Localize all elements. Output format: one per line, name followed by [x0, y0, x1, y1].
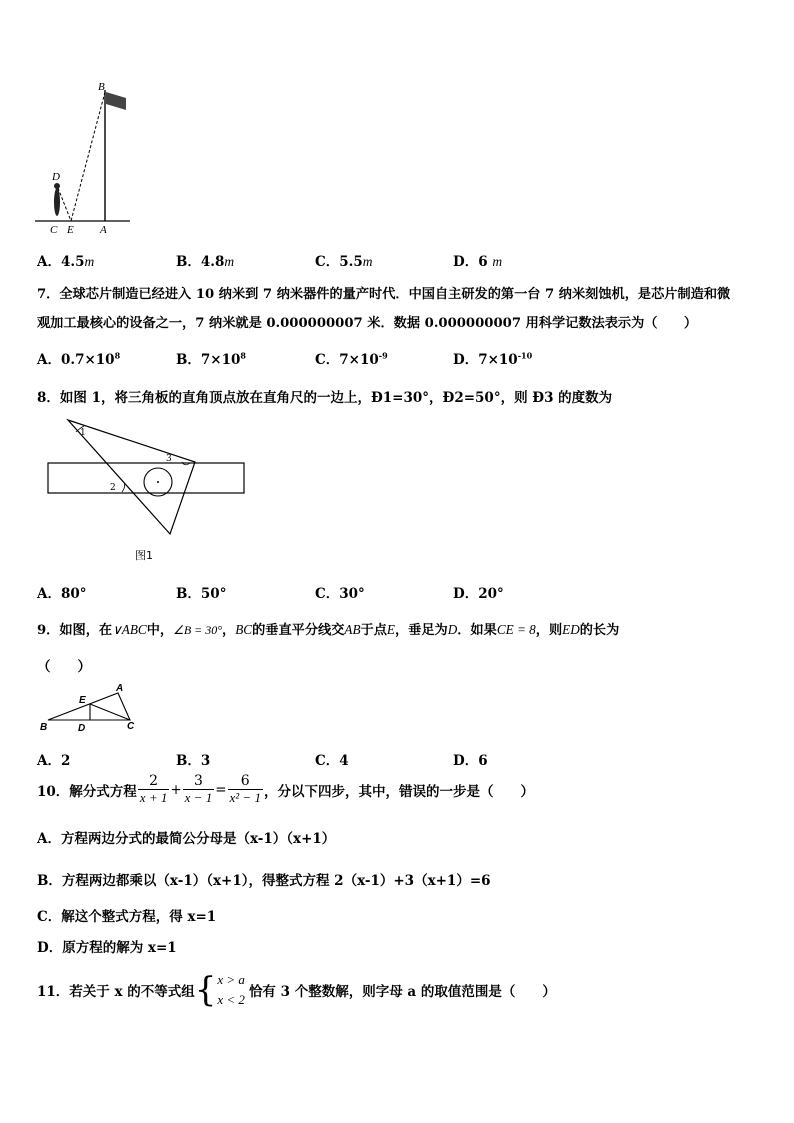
q11-text: 11．若关于 x 的不等式组 { x > a x < 2 恰有 3 个整数解，则字母 a 的取值范围是（ ）	[37, 970, 556, 1010]
q9-option-c[interactable]: C．4	[315, 753, 349, 769]
q7-option-d[interactable]: D．$7\times 10^{-10}$	[453, 350, 533, 368]
label-B: B	[40, 722, 48, 733]
label-E: E	[67, 224, 74, 236]
q6-figure	[30, 78, 140, 240]
set-square	[68, 420, 195, 534]
q9-option-a[interactable]: A．2	[37, 753, 71, 769]
q9-figure	[38, 682, 143, 734]
fraction-3-over-x-minus-1: $\frac{3}{x - 1}$	[184, 773, 213, 805]
q6-option-a[interactable]: A．4.5m	[37, 254, 95, 270]
label-C: C	[50, 224, 58, 236]
angle-label-1: 1	[80, 428, 86, 438]
label-A: A	[116, 683, 124, 694]
inequality-system: x > a x < 2	[217, 972, 245, 1007]
q10-option-a[interactable]: A．方程两边分式的最简公分母是（x-1）（x+1）	[37, 831, 336, 847]
q9-text: 9．如图，在∨ABC中，∠B = 30°，BC的垂直平分线交AB于点E，垂足为D．如果CE = 8，则ED的长为	[37, 622, 620, 638]
person-head	[54, 183, 60, 189]
angle-2-arc	[122, 482, 125, 492]
q8-option-d[interactable]: D．20°	[453, 586, 504, 602]
q6-option-c[interactable]: C．5.5m	[315, 254, 373, 270]
q7-option-a[interactable]: A．$0.7\times 10^8$	[37, 350, 121, 368]
person	[54, 188, 60, 216]
q8-option-b[interactable]: B．50°	[176, 586, 227, 602]
q9-option-b[interactable]: B．3	[176, 753, 211, 769]
q10-text: 10．解分式方程 $\frac{2}{x + 1}$ + $\frac{3}{x - 1}$ = $\frac{6}{\text{x² − 1}}$ ，分以下四步，其中，错误的一步是（ ）	[37, 773, 534, 805]
label-C: C	[127, 721, 135, 732]
q8-figure	[40, 412, 255, 567]
label-A: A	[100, 224, 107, 236]
q9-option-d[interactable]: D．6	[453, 753, 488, 769]
q10-option-d[interactable]: D．原方程的解为 x=1	[37, 940, 177, 956]
q7-option-c[interactable]: C．$7\times 10^{-9}$	[315, 350, 388, 368]
label-B: B	[98, 81, 105, 93]
label-D: D	[52, 171, 60, 183]
q8-option-a[interactable]: A．80°	[37, 586, 87, 602]
figure-caption: 图1	[135, 549, 153, 562]
flag	[106, 92, 126, 110]
q8-text: 8．如图 1，将三角板的直角顶点放在直角尺的一边上，Ð1=30°，Ð2=50°，则 Ð3 的度数为	[37, 390, 613, 406]
angle-label-2: 2	[110, 483, 116, 493]
q6-option-d[interactable]: D．6 m	[453, 254, 503, 270]
q10-option-b[interactable]: B．方程两边都乘以（x-1）（x+1），得整式方程 2（x-1）+3（x+1）=6	[37, 873, 491, 889]
angle-label-3: 3	[166, 454, 172, 464]
q10-option-c[interactable]: C．解这个整式方程，得 x=1	[37, 909, 217, 925]
q7-option-b[interactable]: B．$7\times 10^8$	[176, 350, 246, 368]
sight-line	[71, 92, 105, 221]
label-D: D	[78, 723, 86, 734]
triangle-abc	[48, 693, 130, 720]
q6-option-b[interactable]: B．4.8m	[176, 254, 235, 270]
hole-center-dot	[157, 481, 159, 483]
fraction-6-over-x2-minus-1: $\frac{6}{\text{x² − 1}}$	[229, 773, 261, 805]
q9-answer-paren: （ ）	[37, 659, 91, 675]
label-E: E	[79, 695, 86, 706]
q7-text-line2: 观加工最核心的设备之一，7 纳米就是 0.000000007 米．数据 0.000000007 用科学记数法表示为（ ）	[37, 316, 698, 331]
q7-text-line1: 7．全球芯片制造已经进入 10 纳米到 7 纳米器件的量产时代．中国自主研发的第一台 7 纳米刻蚀机，是芯片制造和微	[37, 287, 731, 302]
system-brace: {	[194, 970, 217, 1010]
fraction-2-over-x-plus-1: $\frac{2}{x + 1}$	[139, 773, 168, 805]
q8-option-c[interactable]: C．30°	[315, 586, 365, 602]
